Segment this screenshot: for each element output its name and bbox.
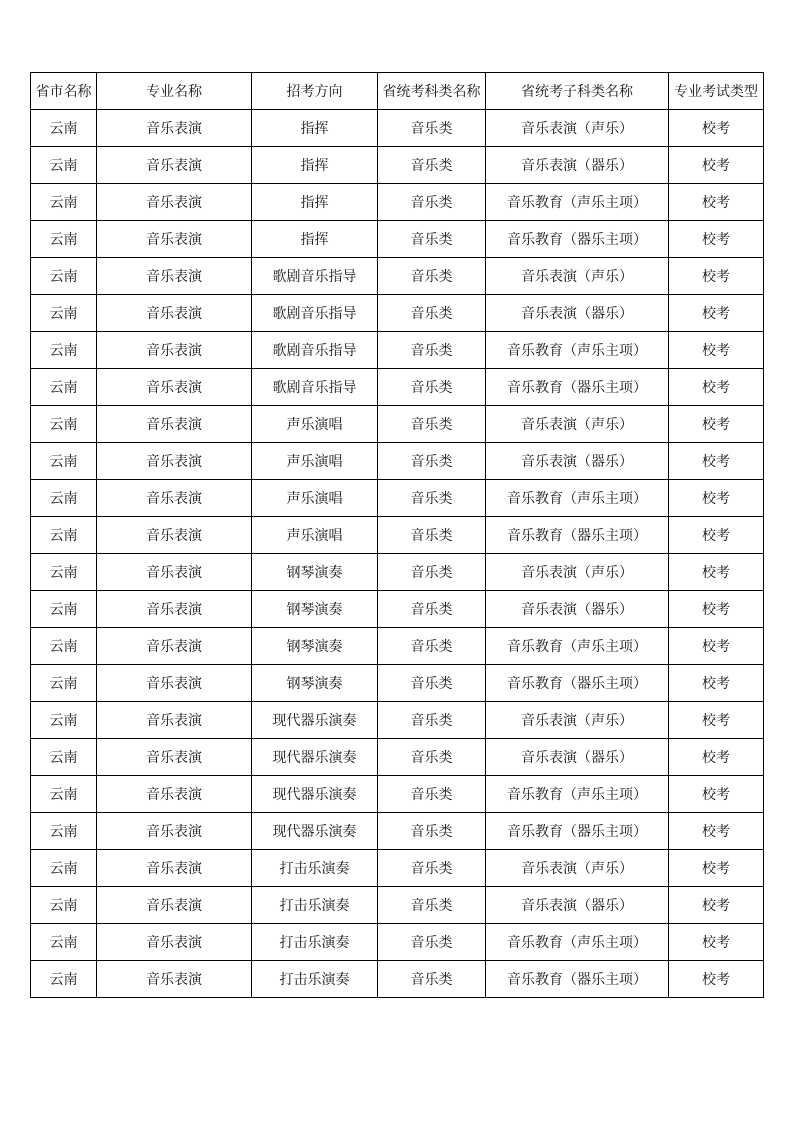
table-row [31,369,764,406]
cell-exam-type: 校考 [669,850,764,887]
cell-exam-subcategory: 音乐教育（声乐主项） [486,628,669,665]
header-exam-subcategory: 省统考子科类名称 [486,73,669,110]
cell-direction: 钢琴演奏 [252,591,378,628]
cell-exam-type: 校考 [669,924,764,961]
cell-exam-subcategory: 音乐教育（器乐主项） [486,221,669,258]
cell-exam-category: 音乐类 [378,517,486,554]
table-row [31,850,764,887]
cell-major: 音乐表演 [97,961,252,998]
cell-exam-subcategory: 音乐教育（声乐主项） [486,332,669,369]
cell-exam-category: 音乐类 [378,184,486,221]
cell-exam-subcategory: 音乐教育（器乐主项） [486,961,669,998]
cell-province: 云南 [31,480,97,517]
table-row [31,221,764,258]
cell-direction: 指挥 [252,110,378,147]
cell-exam-category: 音乐类 [378,443,486,480]
cell-exam-category: 音乐类 [378,332,486,369]
cell-province: 云南 [31,258,97,295]
cell-major: 音乐表演 [97,295,252,332]
cell-province: 云南 [31,369,97,406]
cell-direction: 现代器乐演奏 [252,776,378,813]
cell-exam-subcategory: 音乐教育（器乐主项） [486,665,669,702]
cell-exam-category: 音乐类 [378,221,486,258]
cell-exam-category: 音乐类 [378,850,486,887]
cell-province: 云南 [31,739,97,776]
cell-exam-subcategory: 音乐表演（器乐） [486,591,669,628]
cell-province: 云南 [31,517,97,554]
cell-exam-type: 校考 [669,813,764,850]
cell-major: 音乐表演 [97,628,252,665]
cell-exam-subcategory: 音乐表演（声乐） [486,554,669,591]
cell-exam-category: 音乐类 [378,665,486,702]
cell-direction: 钢琴演奏 [252,665,378,702]
table-row [31,480,764,517]
cell-major: 音乐表演 [97,406,252,443]
cell-major: 音乐表演 [97,850,252,887]
cell-major: 音乐表演 [97,147,252,184]
cell-exam-subcategory: 音乐教育（声乐主项） [486,924,669,961]
cell-exam-type: 校考 [669,221,764,258]
cell-exam-type: 校考 [669,295,764,332]
cell-exam-category: 音乐类 [378,369,486,406]
table-row [31,258,764,295]
cell-major: 音乐表演 [97,480,252,517]
admissions-table [30,72,764,998]
cell-province: 云南 [31,961,97,998]
cell-exam-type: 校考 [669,554,764,591]
cell-province: 云南 [31,406,97,443]
cell-direction: 指挥 [252,221,378,258]
cell-major: 音乐表演 [97,702,252,739]
table-row [31,887,764,924]
cell-exam-subcategory: 音乐表演（声乐） [486,850,669,887]
cell-province: 云南 [31,332,97,369]
cell-province: 云南 [31,887,97,924]
cell-exam-type: 校考 [669,887,764,924]
cell-direction: 声乐演唱 [252,406,378,443]
cell-major: 音乐表演 [97,591,252,628]
table-row [31,517,764,554]
cell-exam-type: 校考 [669,591,764,628]
cell-exam-category: 音乐类 [378,924,486,961]
cell-exam-subcategory: 音乐表演（器乐） [486,887,669,924]
cell-exam-type: 校考 [669,628,764,665]
cell-direction: 歌剧音乐指导 [252,295,378,332]
cell-exam-type: 校考 [669,258,764,295]
header-exam-type: 专业考试类型 [669,73,764,110]
cell-exam-subcategory: 音乐表演（器乐） [486,147,669,184]
cell-province: 云南 [31,924,97,961]
cell-direction: 现代器乐演奏 [252,702,378,739]
cell-exam-type: 校考 [669,110,764,147]
cell-direction: 声乐演唱 [252,517,378,554]
cell-province: 云南 [31,813,97,850]
header-exam-category: 省统考科类名称 [378,73,486,110]
cell-major: 音乐表演 [97,517,252,554]
cell-exam-type: 校考 [669,184,764,221]
cell-exam-category: 音乐类 [378,702,486,739]
header-major: 专业名称 [97,73,252,110]
cell-exam-type: 校考 [669,406,764,443]
cell-direction: 钢琴演奏 [252,554,378,591]
cell-major: 音乐表演 [97,184,252,221]
table-row [31,591,764,628]
cell-direction: 歌剧音乐指导 [252,332,378,369]
table-row [31,961,764,998]
table-row [31,739,764,776]
cell-province: 云南 [31,850,97,887]
cell-major: 音乐表演 [97,739,252,776]
cell-exam-subcategory: 音乐教育（声乐主项） [486,184,669,221]
cell-exam-type: 校考 [669,480,764,517]
cell-direction: 现代器乐演奏 [252,739,378,776]
table-row [31,443,764,480]
cell-exam-type: 校考 [669,147,764,184]
cell-province: 云南 [31,184,97,221]
cell-direction: 打击乐演奏 [252,850,378,887]
cell-direction: 现代器乐演奏 [252,813,378,850]
cell-province: 云南 [31,147,97,184]
cell-province: 云南 [31,110,97,147]
header-direction: 招考方向 [252,73,378,110]
cell-exam-type: 校考 [669,369,764,406]
cell-province: 云南 [31,295,97,332]
cell-major: 音乐表演 [97,332,252,369]
cell-major: 音乐表演 [97,554,252,591]
cell-exam-type: 校考 [669,443,764,480]
cell-exam-type: 校考 [669,517,764,554]
cell-major: 音乐表演 [97,369,252,406]
cell-exam-subcategory: 音乐表演（声乐） [486,406,669,443]
table-row [31,295,764,332]
cell-exam-category: 音乐类 [378,813,486,850]
cell-exam-category: 音乐类 [378,406,486,443]
cell-exam-subcategory: 音乐教育（器乐主项） [486,369,669,406]
cell-exam-subcategory: 音乐教育（声乐主项） [486,480,669,517]
cell-exam-category: 音乐类 [378,887,486,924]
table-row [31,110,764,147]
cell-province: 云南 [31,221,97,258]
cell-exam-subcategory: 音乐表演（声乐） [486,110,669,147]
header-province: 省市名称 [31,73,97,110]
cell-exam-type: 校考 [669,776,764,813]
table-row [31,406,764,443]
cell-direction: 歌剧音乐指导 [252,369,378,406]
cell-major: 音乐表演 [97,665,252,702]
table-row [31,554,764,591]
cell-exam-category: 音乐类 [378,258,486,295]
cell-major: 音乐表演 [97,258,252,295]
table-row [31,702,764,739]
table-row [31,147,764,184]
cell-exam-category: 音乐类 [378,628,486,665]
cell-exam-type: 校考 [669,961,764,998]
cell-exam-type: 校考 [669,739,764,776]
cell-major: 音乐表演 [97,813,252,850]
cell-direction: 钢琴演奏 [252,628,378,665]
cell-major: 音乐表演 [97,924,252,961]
table-row [31,813,764,850]
cell-exam-category: 音乐类 [378,554,486,591]
cell-direction: 声乐演唱 [252,443,378,480]
cell-exam-subcategory: 音乐教育（声乐主项） [486,776,669,813]
table-row [31,776,764,813]
cell-province: 云南 [31,665,97,702]
cell-exam-category: 音乐类 [378,961,486,998]
cell-direction: 指挥 [252,184,378,221]
cell-direction: 歌剧音乐指导 [252,258,378,295]
cell-exam-category: 音乐类 [378,480,486,517]
table-row [31,628,764,665]
cell-exam-subcategory: 音乐表演（声乐） [486,702,669,739]
cell-major: 音乐表演 [97,110,252,147]
cell-exam-category: 音乐类 [378,591,486,628]
cell-direction: 打击乐演奏 [252,961,378,998]
cell-exam-category: 音乐类 [378,295,486,332]
cell-exam-subcategory: 音乐教育（器乐主项） [486,517,669,554]
cell-exam-subcategory: 音乐表演（器乐） [486,443,669,480]
cell-exam-subcategory: 音乐表演（声乐） [486,258,669,295]
cell-province: 云南 [31,554,97,591]
cell-province: 云南 [31,591,97,628]
cell-exam-category: 音乐类 [378,739,486,776]
cell-province: 云南 [31,443,97,480]
cell-exam-type: 校考 [669,702,764,739]
cell-major: 音乐表演 [97,221,252,258]
cell-exam-subcategory: 音乐表演（器乐） [486,295,669,332]
cell-exam-category: 音乐类 [378,147,486,184]
cell-direction: 指挥 [252,147,378,184]
cell-exam-category: 音乐类 [378,110,486,147]
cell-major: 音乐表演 [97,776,252,813]
table-body [31,110,764,998]
cell-major: 音乐表演 [97,443,252,480]
table-row [31,924,764,961]
header-row [31,73,764,110]
table-row [31,184,764,221]
cell-exam-type: 校考 [669,332,764,369]
cell-direction: 打击乐演奏 [252,924,378,961]
cell-exam-subcategory: 音乐表演（器乐） [486,739,669,776]
table-row [31,332,764,369]
cell-exam-subcategory: 音乐教育（器乐主项） [486,813,669,850]
cell-direction: 打击乐演奏 [252,887,378,924]
cell-major: 音乐表演 [97,887,252,924]
cell-exam-type: 校考 [669,665,764,702]
cell-exam-category: 音乐类 [378,776,486,813]
cell-direction: 声乐演唱 [252,480,378,517]
cell-province: 云南 [31,776,97,813]
table-row [31,665,764,702]
cell-province: 云南 [31,702,97,739]
cell-province: 云南 [31,628,97,665]
